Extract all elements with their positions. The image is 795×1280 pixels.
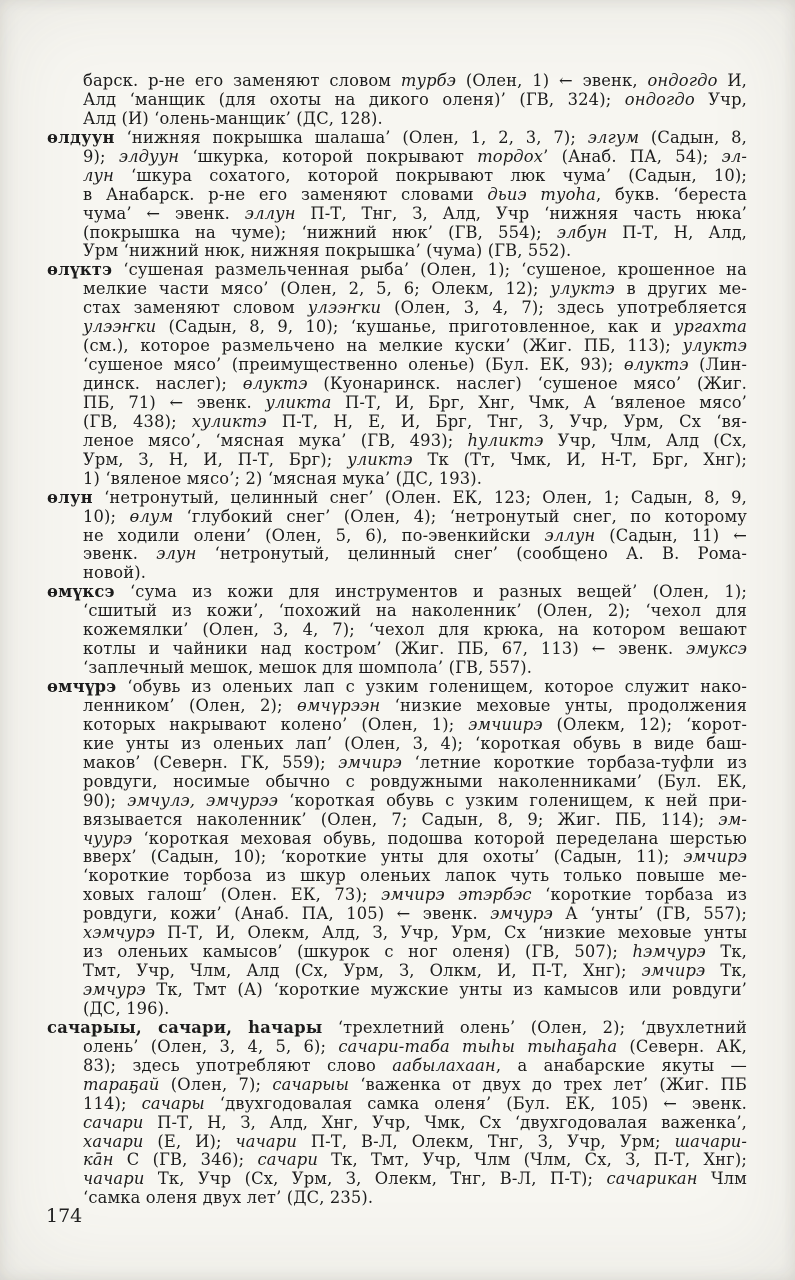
text-line [83,754,747,773]
dictionary-entry [47,583,747,678]
text-run: новой). [83,563,147,583]
text-line [83,413,747,432]
italic-term: тордох [477,146,544,166]
text-line [83,735,747,754]
text-run: (Е, И); [143,1131,236,1151]
italic-term: эмуксэ [686,639,747,659]
text-run: ‘короткая меховая обувь, подошва которой переделана шерстью [132,828,747,848]
text-run: (ДС, 196). [83,998,170,1018]
italic-term: улуктэ [682,336,747,356]
text-line [83,470,747,489]
text-run: А ‘унты’ (ГВ, 557); [552,904,747,924]
text-run: ‘нетронутый, целинный снег’ (Олен. ЕК, 123; Олен, 1; Садын, 8, 9, [92,487,747,507]
text-run: ‘шкурка, которой покрывают [179,146,478,166]
italic-term: эмчурэ [83,980,146,999]
text-line [83,72,747,91]
text-line [83,773,747,792]
text-line [83,527,747,546]
text-run: , букв. ‘береста [596,184,748,204]
dictionary-entry [47,1019,747,1208]
italic-term: сачари [257,1150,318,1170]
text-line [47,489,747,508]
italic-term: һуликтэ [467,430,544,450]
italic-term: эмчирэ [338,752,402,772]
text-run: 9); [83,146,119,166]
text-run: , а анабарские якуты — [495,1055,747,1075]
italic-term: уликтэ [347,449,413,469]
text-line [83,508,747,527]
text-run: П-Т, И, Брг, Хнг, Чмк, А ‘вяленое мясо’ [331,392,747,412]
text-run: ‘обувь из оленьих лап с узким голенищем, которое служит нако- [116,677,747,696]
text-run: П-Т, Н, Е, И, Брг, Тнг, З, Учр, Урм, Сх ‘вя- [266,411,747,431]
text-run: ровдуги, носимые обычно с ровдужными наколенниками’ (Бул. ЕК, [83,771,747,791]
text-run: ’ (Анаб. ПА, 54); [543,146,722,166]
italic-term: һэмчурэ [632,942,706,962]
text-line [83,811,747,830]
italic-term: сачари [83,1112,144,1132]
text-run: ‘короткие торбоза из шкур оленьих лапок чуть только повыше ме- [83,866,747,886]
text-run: (Олен, 7); [159,1074,273,1094]
italic-term: улээҥки [83,317,157,337]
dictionary-entry [47,678,747,1019]
text-run: П-Т, И, Олекм, Алд, З, Учр, Урм, Сх ‘низкие меховые унты [154,923,747,943]
dictionary-entry [47,489,747,584]
text-run: ‘двухгодовалая самка оленя’ (Бул. ЕК, 105) ← эвенк. [204,1093,747,1113]
text-run: ‘заплечный мешок, мешок для шомпола’ (ГВ, 557). [83,658,533,678]
italic-term: чуурэ [83,828,133,848]
text-line [83,356,747,375]
text-run: (Садын, 11) ← [595,525,747,545]
text-run: ленником’ (Олен, 2); [83,695,297,715]
italic-term: эм- [718,809,747,829]
headword: өмүксэ [47,582,115,602]
italic-term: сачарыы [272,1074,350,1094]
text-line [83,1151,747,1170]
text-run: 90); [83,790,128,810]
text-run: в Анабарск. р-не его заменяют словами [83,184,488,204]
text-line [83,1114,747,1133]
headword: өлдуун [47,127,115,147]
text-run: ‘короткая обувь с узким голенищем, к ней при- [278,790,748,810]
text-run: Тмт, Учр, Члм, Алд (Сх, Урм, З, Олкм, И, П-Т, Хнг); [83,961,642,981]
dictionary-entry [47,129,747,262]
text-run: чума’ ← эвенк. [83,203,245,223]
italic-term: эмчулэ, эмчурээ [127,790,279,810]
italic-term: эмчиирэ [468,714,543,734]
text-run: леное мясо’, ‘мясная мука’ (ГВ, 493); [83,430,468,450]
text-line [83,830,747,849]
italic-term: чачари [235,1131,297,1151]
text-line [83,848,747,867]
text-line [83,1076,747,1095]
text-run: С (ГВ, 346); [113,1150,258,1170]
text-line [83,242,747,261]
text-line [83,394,747,413]
italic-term: хэмчурэ [83,923,155,943]
italic-term: сачари-таба тыһы тыһаҕаһа [338,1036,618,1056]
text-run: Урм ‘нижний нюк, нижняя покрышка’ (чума) (ГВ, 552). [83,241,572,261]
text-run: (покрышка на чуме); ‘нижний нюк’ (ГВ, 554); [83,222,557,242]
text-line [83,1095,747,1114]
text-run: И, [717,71,748,90]
italic-term: шачари- [674,1131,747,1151]
text-run: ‘летние короткие торбаза-туфли из [401,752,747,772]
text-line [83,697,747,716]
text-run: (ГВ, 438); [83,411,192,431]
text-run: 1) ‘вяленое мясо’; 2) ‘мясная мука’ (ДС, 193). [83,468,483,488]
text-run: вязывается наколенник’ (Олен, 7; Садын, 8, 9; Жиг. ПБ, 114); [83,809,719,829]
text-line [83,924,747,943]
text-run: олень’ (Олен, 3, 4, 5, 6); [83,1036,339,1056]
text-line [83,640,747,659]
text-run: (Олен, 1) ← эвенк, [456,71,648,90]
text-line [83,1133,747,1152]
text-run: в других ме- [614,279,747,299]
italic-term: улуктэ [550,279,615,299]
text-run: Алд (И) ‘олень-манщик’ (ДС, 128). [83,108,383,128]
italic-term: эмчурэ [490,904,553,924]
text-line [47,678,747,697]
text-line [83,148,747,167]
text-run: ‘короткие торбаза из [531,885,747,905]
italic-term: элбун [556,222,608,242]
text-line [83,186,747,205]
italic-term: уликта [265,392,332,412]
text-run: ‘шкура сохатого, которой покрывают люк чума’ (Садын, 10); [114,165,747,185]
text-run: котлы и чайники над костром’ (Жиг. ПБ, 67, 113) ← эвенк. [83,639,687,659]
text-run: (Куонаринск. наслег) ‘сушеное мясо’ (Жиг. [307,374,747,393]
text-run: динск. наслег); [83,374,243,393]
italic-term: өлум [129,506,174,526]
text-run: кожемялки’ (Олен, 3, 4, 7); ‘чехол для крюка, на котором вешают [83,620,747,640]
headword: өлун [47,487,93,507]
text-line [83,375,747,394]
text-line [83,1170,747,1189]
text-line [83,564,747,583]
text-line [83,659,747,678]
text-run: ‘нетронутый, целинный снег’ (сообщено А. В. Рома- [196,544,747,564]
text-run: ‘самка оленя двух лет’ (ДС, 235). [83,1188,374,1208]
text-run: Учр, [694,89,747,109]
text-line [83,205,747,224]
text-line [83,1189,747,1208]
italic-term: тараҕай [83,1074,160,1094]
italic-term: аабылахаан [392,1055,496,1075]
text-line [83,621,747,640]
text-run: эвенк. [83,544,157,564]
text-run: (Олен, 3, 4, 7); здесь употребляется [381,298,748,318]
text-run: Учр, Члм, Алд (Сх, [543,430,748,450]
text-run: 114); [83,1093,142,1113]
text-line [83,962,747,981]
text-run: маков’ (Северн. ГК, 559); [83,752,339,772]
text-line [83,337,747,356]
text-line [83,167,747,186]
text-run: Тк, [705,961,747,981]
italic-term: лун [83,165,114,185]
italic-term: өлуктэ [623,355,689,375]
italic-term: улээҥки [307,298,382,318]
text-run: ‘сума из кожи для инструментов и разных вещей’ (Олен, 1); [114,582,747,602]
text-run: Тк, Тмт, Учр, Члм (Члм, Сх, З, П-Т, Хнг); [317,1150,748,1170]
italic-term: эмчирэ этэрбэс [381,885,532,905]
text-run: ‘нижняя покрышка шалаша’ (Олен, 1, 2, 3, 7); [114,127,588,147]
text-run: Тк, Учр (Сх, Урм, З, Олекм, Тнг, В-Л, П-Т); [144,1169,607,1189]
text-run: ‘глубокий снег’ (Олен, 4); ‘нетронутый снег, по которому [173,506,747,526]
italic-term: элдуун [118,146,180,166]
text-line [83,545,747,564]
italic-term: ургахта [673,317,747,337]
text-line [83,432,747,451]
text-line [83,451,747,470]
text-line [47,583,747,602]
text-line [47,261,747,280]
text-run: 83); здесь употребляют слово [83,1055,393,1075]
text-run: Члм [697,1169,747,1189]
text-line [83,1000,747,1019]
italic-term: сачарикан [606,1169,698,1189]
text-line [83,943,747,962]
text-line [83,905,747,924]
italic-term: элгум [587,127,640,147]
italic-term: хуликтэ [191,411,267,431]
text-run: которых накрывают колено’ (Олен, 1); [83,714,469,734]
text-line [47,1019,747,1038]
italic-term: эллун [244,203,296,223]
text-line [83,110,747,129]
text-run: Алд ‘манщик (для охоты на дикого оленя)’ (ГВ, 324); [83,89,625,109]
italic-term: турбэ [400,71,457,90]
text-run: кие унты из оленьих лап’ (Олен, 3, 4); ‘короткая обувь в виде баш- [83,733,747,753]
text-run: ‘сшитый из кожи’, ‘похожий на наколенник’ (Олен, 2); ‘чехол для [83,601,747,621]
text-run: Урм, З, Н, И, П-Т, Брг); [83,449,348,469]
italic-term: эл- [721,146,747,166]
text-line [83,886,747,905]
text-line [83,1038,747,1057]
text-run: (Северн. АК, [617,1036,747,1056]
text-run: 10); [83,506,130,526]
text-block [47,72,747,1208]
text-run: П-Т, Н, З, Алд, Хнг, Учр, Чмк, Сх ‘двухгодовалая важенка’, [143,1112,747,1132]
text-line [47,129,747,148]
headword: өмчүрэ [47,677,117,696]
italic-term: дьиэ туоһа [487,184,597,204]
text-run: Тк (Тт, Чмк, И, Н-Т, Брг, Хнг); [412,449,747,469]
text-line [83,792,747,811]
dictionary-entry [47,72,747,129]
italic-term: элун [156,544,197,564]
text-run: ‘важенка от двух до трех лет’ (Жиг. ПБ [349,1074,747,1094]
text-line [83,224,747,243]
text-run: из оленьих камысов’ (шкурок с ног оленя) (ГВ, 507); [83,942,633,962]
text-run: ‘сушеное мясо’ (преимущественно оленье) (Бул. ЕК, 93); [83,355,624,375]
text-run: ‘низкие меховые унты, продолжения [380,695,747,715]
text-run: (см.), которое размельчено на мелкие куски’ (Жиг. ПБ, 113); [83,336,683,356]
text-line [83,867,747,886]
page-number: 174 [46,1205,83,1227]
italic-term: чачари [83,1169,145,1189]
text-line [83,91,747,110]
text-run: (Садын, 8, [639,127,747,147]
text-run: стах заменяют словом [83,298,308,318]
text-run: (Олекм, 12); ‘корот- [542,714,747,734]
text-run: ховых галош’ (Олен. ЕК, 73); [83,885,382,905]
text-line [83,299,747,318]
text-run: Тк, [705,942,747,962]
text-line [83,1057,747,1076]
italic-term: өмчүрээн [296,695,381,715]
text-line [83,602,747,621]
text-run: мелкие части мясо’ (Олен, 2, 5, 6; Олекм, 12); [83,279,551,299]
text-run: (Садын, 8, 9, 10); ‘кушанье, приготовленное, как и [156,317,674,337]
italic-term: хачари [83,1131,144,1151]
text-run: П-Т, Тнг, З, Алд, Учр ‘нижняя часть нюка’ [295,203,747,223]
dictionary-entry [47,261,747,488]
italic-term: эмчирэ [641,961,706,981]
italic-term: эмчирэ [683,847,747,867]
italic-term: эллун [544,525,596,545]
headword: сачарыы, сачари, һачары [47,1017,323,1037]
italic-term: кāн [83,1150,114,1170]
text-run: вверх’ (Садын, 10); ‘короткие унты для охоты’ (Садын, 11); [83,847,684,867]
italic-term: ондогдо [624,89,695,109]
text-run: ровдуги, кожи’ (Анаб. ПА, 105) ← эвенк. [83,904,491,924]
text-line [83,716,747,735]
italic-term: сачары [141,1093,205,1113]
text-run: ‘трехлетний олень’ (Олен, 2); ‘двухлетний [322,1017,747,1037]
text-run: ПБ, 71) ← эвенк. [83,392,266,412]
text-run: (Лин- [688,355,747,375]
text-run: П-Т, Н, Алд, [607,222,747,242]
italic-term: ондогдо [647,71,718,90]
text-run: не ходили олени’ (Олен, 5, 6), по-эвенкийски [83,525,545,545]
text-run: Тк, Тмт (А) ‘короткие мужские унты из камысов или ровдуги’ [145,980,747,999]
text-line [83,318,747,337]
text-run: ‘сушеная размельченная рыба’ (Олен, 1); ‘сушеное, крошенное на [112,260,747,280]
italic-term: өлуктэ [242,374,308,393]
text-run: П-Т, В-Л, Олекм, Тнг, З, Учр, Урм; [296,1131,675,1151]
text-line [83,280,747,299]
text-line [83,981,747,1000]
text-run: барск. р-не его заменяют словом [83,71,401,90]
headword: өлүктэ [47,260,113,280]
